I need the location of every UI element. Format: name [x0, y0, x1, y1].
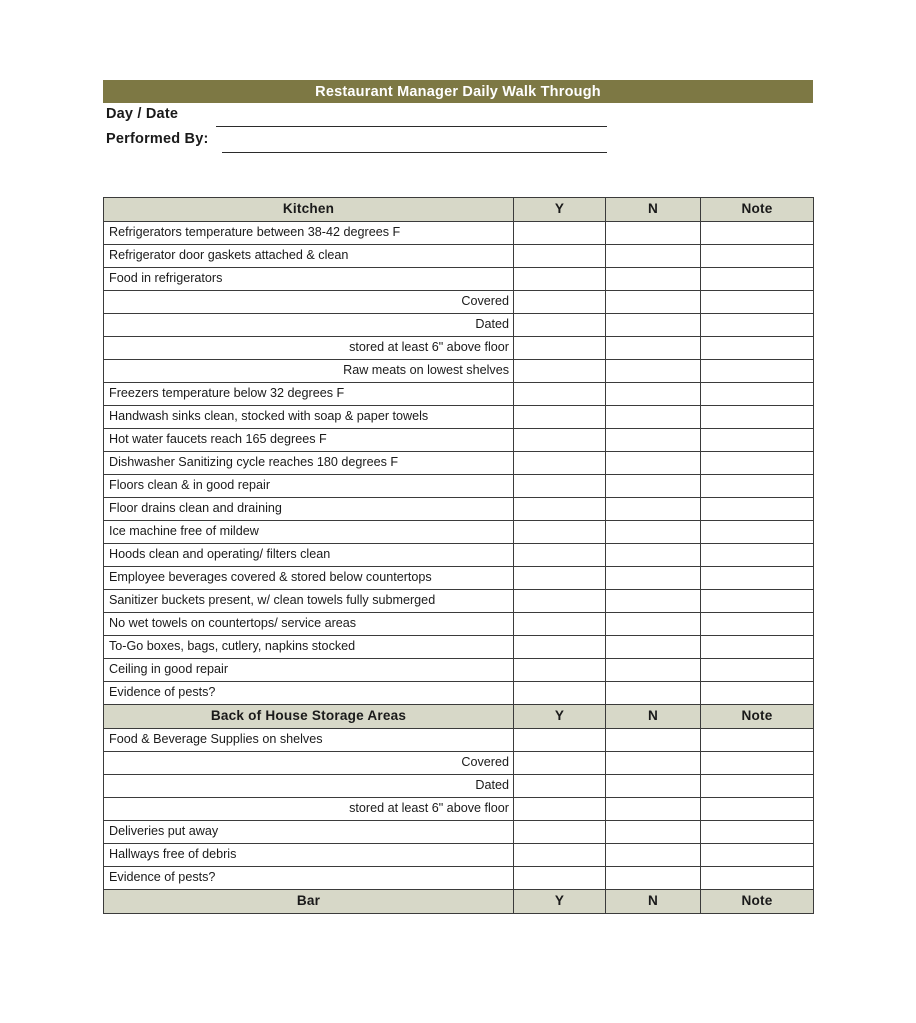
checklist-row: [104, 613, 814, 636]
note-cell[interactable]: [701, 867, 814, 890]
note-cell[interactable]: [701, 314, 814, 337]
checklist-row: [104, 383, 814, 406]
column-header-note: Note: [701, 198, 814, 222]
no-checkbox-cell[interactable]: [606, 521, 701, 544]
day-date-row: [103, 106, 813, 131]
column-header-note: Note: [701, 705, 814, 729]
checklist-item-label: Evidence of pests?: [104, 867, 514, 890]
checklist-item-label: Employee beverages covered & stored below countertops: [104, 567, 514, 590]
note-cell[interactable]: [701, 659, 814, 682]
no-checkbox-cell[interactable]: [606, 844, 701, 867]
no-checkbox-cell[interactable]: [606, 360, 701, 383]
no-checkbox-cell[interactable]: [606, 752, 701, 775]
no-checkbox-cell[interactable]: [606, 682, 701, 705]
column-header-yes: Y: [514, 890, 606, 914]
checklist-item-label: Floors clean & in good repair: [104, 475, 514, 498]
note-cell[interactable]: [701, 268, 814, 291]
yes-checkbox-cell[interactable]: [514, 406, 606, 429]
checklist-row: [104, 729, 814, 752]
column-header-note: Note: [701, 890, 814, 914]
checklist-item-label: Refrigerators temperature between 38-42 degrees F: [104, 222, 514, 245]
column-header-yes: Y: [514, 705, 606, 729]
no-checkbox-cell[interactable]: [606, 383, 701, 406]
yes-checkbox-cell[interactable]: [514, 590, 606, 613]
yes-checkbox-cell[interactable]: [514, 821, 606, 844]
note-cell[interactable]: [701, 636, 814, 659]
checklist-item-label: Ceiling in good repair: [104, 659, 514, 682]
day-date-input-line[interactable]: [216, 126, 607, 127]
note-cell[interactable]: [701, 360, 814, 383]
yes-checkbox-cell[interactable]: [514, 475, 606, 498]
performed-by-row: [103, 131, 813, 156]
yes-checkbox-cell[interactable]: [514, 360, 606, 383]
note-cell[interactable]: [701, 798, 814, 821]
checklist-item-label: Evidence of pests?: [104, 682, 514, 705]
section-title: Back of House Storage Areas: [104, 705, 514, 729]
no-checkbox-cell[interactable]: [606, 821, 701, 844]
note-cell[interactable]: [701, 590, 814, 613]
section-title: Kitchen: [104, 198, 514, 222]
note-cell[interactable]: [701, 222, 814, 245]
no-checkbox-cell[interactable]: [606, 544, 701, 567]
no-checkbox-cell[interactable]: [606, 636, 701, 659]
checklist-subitem-label: Covered: [104, 752, 514, 775]
section-header-row: [104, 198, 814, 222]
no-checkbox-cell[interactable]: [606, 659, 701, 682]
checklist-row: [104, 291, 814, 314]
note-cell[interactable]: [701, 475, 814, 498]
note-cell[interactable]: [701, 752, 814, 775]
checklist-row: [104, 452, 814, 475]
note-cell[interactable]: [701, 291, 814, 314]
page-title: Restaurant Manager Daily Walk Through: [315, 83, 601, 100]
note-cell[interactable]: [701, 613, 814, 636]
checklist-item-label: No wet towels on countertops/ service areas: [104, 613, 514, 636]
section-title: Bar: [104, 890, 514, 914]
yes-checkbox-cell[interactable]: [514, 775, 606, 798]
note-cell[interactable]: [701, 498, 814, 521]
performed-by-label: Performed By:: [106, 131, 209, 147]
checklist-row: [104, 521, 814, 544]
yes-checkbox-cell[interactable]: [514, 544, 606, 567]
checklist-item-label: Food & Beverage Supplies on shelves: [104, 729, 514, 752]
note-cell[interactable]: [701, 521, 814, 544]
day-date-label: Day / Date: [106, 106, 179, 122]
yes-checkbox-cell[interactable]: [514, 798, 606, 821]
checklist-item-label: Sanitizer buckets present, w/ clean towels fully submerged: [104, 590, 514, 613]
checklist-row: [104, 337, 814, 360]
no-checkbox-cell[interactable]: [606, 498, 701, 521]
checklist-item-label: Hot water faucets reach 165 degrees F: [104, 429, 514, 452]
checklist-row: [104, 245, 814, 268]
checklist-row: [104, 498, 814, 521]
checklist-row: [104, 752, 814, 775]
yes-checkbox-cell[interactable]: [514, 844, 606, 867]
checklist-body: [104, 198, 814, 914]
checklist-subitem-label: stored at least 6" above floor: [104, 337, 514, 360]
checklist-row: [104, 798, 814, 821]
yes-checkbox-cell[interactable]: [514, 567, 606, 590]
yes-checkbox-cell[interactable]: [514, 659, 606, 682]
checklist-row: [104, 544, 814, 567]
note-cell[interactable]: [701, 337, 814, 360]
yes-checkbox-cell[interactable]: [514, 222, 606, 245]
yes-checkbox-cell[interactable]: [514, 245, 606, 268]
yes-checkbox-cell[interactable]: [514, 383, 606, 406]
checklist-row: [104, 821, 814, 844]
no-checkbox-cell[interactable]: [606, 613, 701, 636]
checklist-subitem-label: Raw meats on lowest shelves: [104, 360, 514, 383]
column-header-no: N: [606, 705, 701, 729]
no-checkbox-cell[interactable]: [606, 729, 701, 752]
yes-checkbox-cell[interactable]: [514, 752, 606, 775]
walkthrough-checklist-table: [103, 197, 814, 914]
note-cell[interactable]: [701, 383, 814, 406]
no-checkbox-cell[interactable]: [606, 452, 701, 475]
checklist-item-label: Deliveries put away: [104, 821, 514, 844]
checklist-row: [104, 406, 814, 429]
no-checkbox-cell[interactable]: [606, 291, 701, 314]
checklist-row: [104, 867, 814, 890]
checklist-row: [104, 775, 814, 798]
checklist-row: [104, 844, 814, 867]
no-checkbox-cell[interactable]: [606, 268, 701, 291]
yes-checkbox-cell[interactable]: [514, 429, 606, 452]
yes-checkbox-cell[interactable]: [514, 268, 606, 291]
checklist-row: [104, 268, 814, 291]
no-checkbox-cell[interactable]: [606, 798, 701, 821]
note-cell[interactable]: [701, 245, 814, 268]
document-title-bar: [103, 80, 813, 103]
checklist-item-label: Food in refrigerators: [104, 268, 514, 291]
form-meta-fields: [103, 106, 813, 156]
performed-by-input-line[interactable]: [222, 152, 607, 153]
yes-checkbox-cell[interactable]: [514, 729, 606, 752]
checklist-subitem-label: Dated: [104, 314, 514, 337]
checklist-subitem-label: Dated: [104, 775, 514, 798]
checklist-subitem-label: stored at least 6" above floor: [104, 798, 514, 821]
checklist-row: [104, 429, 814, 452]
note-cell[interactable]: [701, 821, 814, 844]
yes-checkbox-cell[interactable]: [514, 337, 606, 360]
column-header-yes: Y: [514, 198, 606, 222]
checklist-row: [104, 567, 814, 590]
yes-checkbox-cell[interactable]: [514, 867, 606, 890]
no-checkbox-cell[interactable]: [606, 775, 701, 798]
checklist-item-label: Dishwasher Sanitizing cycle reaches 180 degrees F: [104, 452, 514, 475]
checklist-item-label: Handwash sinks clean, stocked with soap & paper towels: [104, 406, 514, 429]
checklist-item-label: Refrigerator door gaskets attached & clean: [104, 245, 514, 268]
yes-checkbox-cell[interactable]: [514, 291, 606, 314]
checklist-item-label: Floor drains clean and draining: [104, 498, 514, 521]
yes-checkbox-cell[interactable]: [514, 636, 606, 659]
no-checkbox-cell[interactable]: [606, 429, 701, 452]
note-cell[interactable]: [701, 729, 814, 752]
checklist-subitem-label: Covered: [104, 291, 514, 314]
note-cell[interactable]: [701, 429, 814, 452]
no-checkbox-cell[interactable]: [606, 475, 701, 498]
checklist-row: [104, 222, 814, 245]
yes-checkbox-cell[interactable]: [514, 452, 606, 475]
yes-checkbox-cell[interactable]: [514, 682, 606, 705]
checklist-item-label: Ice machine free of mildew: [104, 521, 514, 544]
checklist-row: [104, 590, 814, 613]
no-checkbox-cell[interactable]: [606, 245, 701, 268]
no-checkbox-cell[interactable]: [606, 867, 701, 890]
checklist-item-label: Hoods clean and operating/ filters clean: [104, 544, 514, 567]
checklist-row: [104, 682, 814, 705]
note-cell[interactable]: [701, 544, 814, 567]
yes-checkbox-cell[interactable]: [514, 521, 606, 544]
note-cell[interactable]: [701, 682, 814, 705]
checklist-row: [104, 636, 814, 659]
no-checkbox-cell[interactable]: [606, 337, 701, 360]
note-cell[interactable]: [701, 567, 814, 590]
yes-checkbox-cell[interactable]: [514, 314, 606, 337]
section-header-row: [104, 890, 814, 914]
note-cell[interactable]: [701, 406, 814, 429]
note-cell[interactable]: [701, 775, 814, 798]
yes-checkbox-cell[interactable]: [514, 613, 606, 636]
checklist-row: [104, 314, 814, 337]
checklist-item-label: Hallways free of debris: [104, 844, 514, 867]
yes-checkbox-cell[interactable]: [514, 498, 606, 521]
section-header-row: [104, 705, 814, 729]
no-checkbox-cell[interactable]: [606, 406, 701, 429]
note-cell[interactable]: [701, 844, 814, 867]
column-header-no: N: [606, 198, 701, 222]
checklist-item-label: To-Go boxes, bags, cutlery, napkins stocked: [104, 636, 514, 659]
no-checkbox-cell[interactable]: [606, 314, 701, 337]
column-header-no: N: [606, 890, 701, 914]
no-checkbox-cell[interactable]: [606, 222, 701, 245]
checklist-row: [104, 659, 814, 682]
no-checkbox-cell[interactable]: [606, 590, 701, 613]
checklist-row: [104, 475, 814, 498]
no-checkbox-cell[interactable]: [606, 567, 701, 590]
checklist-row: [104, 360, 814, 383]
checklist-item-label: Freezers temperature below 32 degrees F: [104, 383, 514, 406]
note-cell[interactable]: [701, 452, 814, 475]
